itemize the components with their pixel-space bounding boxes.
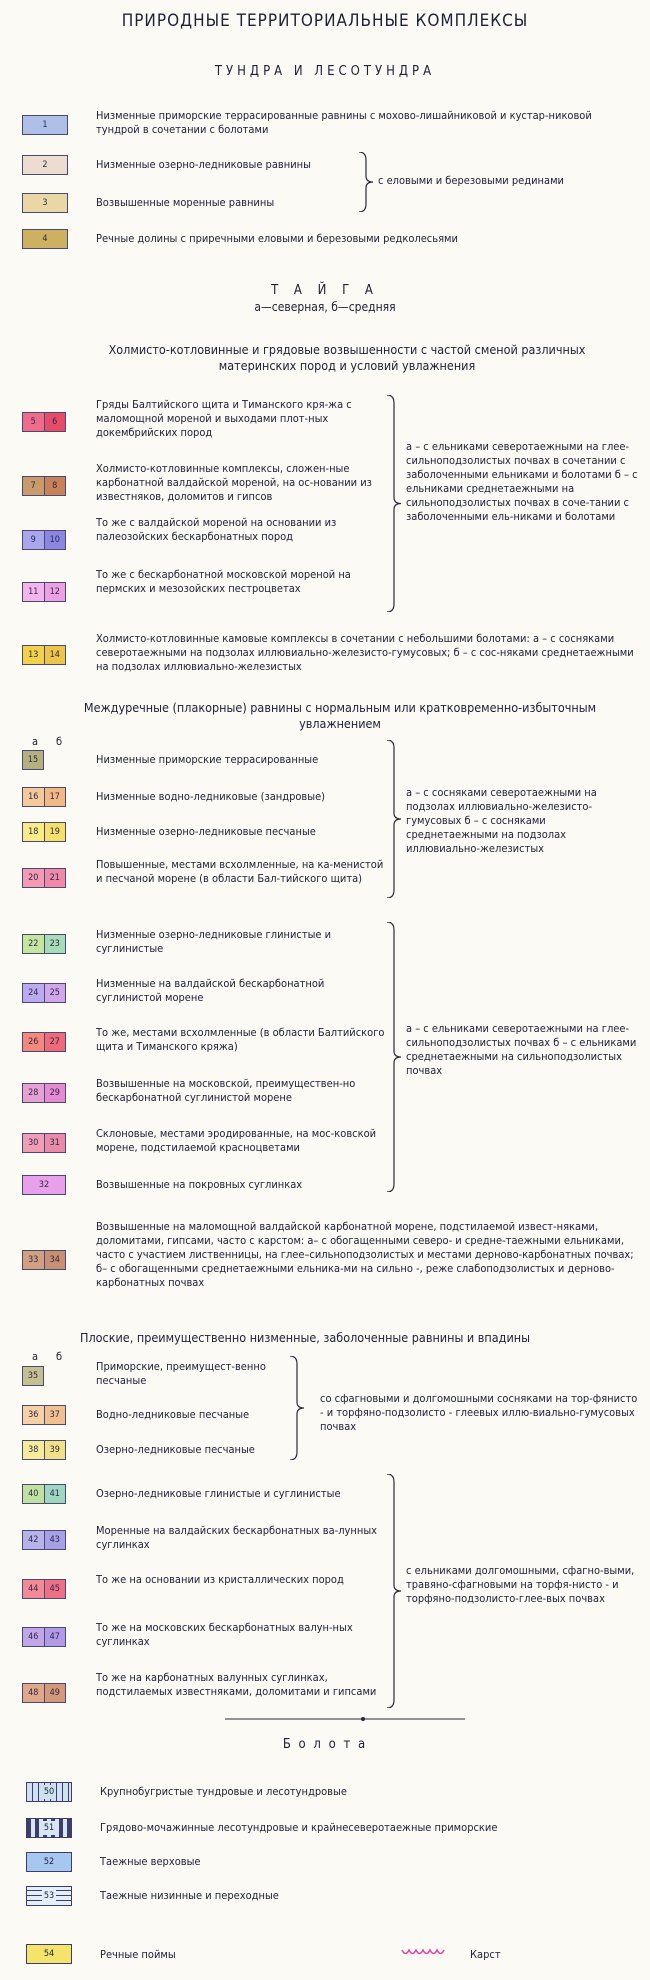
taiga-g1-text: То же с валдайской мореной на основании из палеозойских бескарбонатных пород <box>96 516 337 543</box>
bog-swatch <box>26 1818 72 1838</box>
tundra-swatch <box>22 155 68 175</box>
swatch-number-b: 8 <box>44 477 66 495</box>
taiga-g2a-text: Низменные водно-ледниковые (зандровые) <box>96 790 326 803</box>
swatch-number-a: 9 <box>23 531 44 549</box>
swatch-number: 1 <box>23 116 67 134</box>
bog-swatch <box>26 1852 72 1872</box>
taiga-g2b-text: Низменные озерно-ледниковые глинистые и суглинистые <box>96 928 332 955</box>
taiga-g3a-swatch <box>22 1405 66 1425</box>
swatch-number-b: 45 <box>44 1580 66 1598</box>
karst-text: Карст <box>470 1948 501 1961</box>
group2b-brace <box>385 922 403 1192</box>
taiga-g3b-text: То же на московских бескарбонатных валун-ных суглинках <box>96 1621 353 1648</box>
group3a-brace <box>288 1356 306 1460</box>
bog-item-text: Крупнобугристые тундровые и лесотундровые <box>100 1785 347 1798</box>
bog-swatch <box>26 1886 72 1906</box>
swatch-number-b: 21 <box>44 869 66 887</box>
swatch-number-a: 22 <box>23 935 44 953</box>
swatch-number-a: 33 <box>23 1251 44 1269</box>
taiga-g3b-swatch <box>22 1579 66 1599</box>
taiga-13-swatch <box>22 645 66 665</box>
bog-number: 50 <box>43 1787 55 1797</box>
taiga-g2b-text: Склоновые, местами эродированные, на мос-ковской морене, подстилаемой красноцветами <box>96 1127 377 1154</box>
tundra-item-text: Речные долины с приречными еловыми и березовыми редколесьями <box>96 232 458 245</box>
taiga-g1-text: Холмисто-котловинные комплексы, сложен-ные карбонатной валдайской мореной, на ос-новании из известняков, доломитов и гипсов <box>96 462 372 503</box>
bog-item-text: Таежные верховые <box>100 1855 201 1868</box>
taiga-title: Т А Й Г А <box>271 283 379 298</box>
swatch-number-b: 41 <box>44 1485 66 1503</box>
swatch-number-b: 39 <box>44 1441 66 1459</box>
swatch-number: 2 <box>23 156 67 174</box>
swatch-number-b: 17 <box>44 788 66 806</box>
tundra-item-text: Возвышенные моренные равнины <box>96 196 275 209</box>
taiga-g3b-swatch <box>22 1530 66 1550</box>
swatch-number-b: 23 <box>44 935 66 953</box>
swatch-number-b: 34 <box>44 1251 66 1269</box>
ab-label-a: а <box>32 1350 39 1363</box>
swatch-number-b: 31 <box>44 1134 66 1152</box>
ab-label-b: б <box>56 1350 63 1363</box>
legend-title: ПРИРОДНЫЕ ТЕРРИТОРИАЛЬНЫЕ КОМПЛЕКСЫ <box>121 11 529 31</box>
swatch-number-a: 40 <box>23 1485 44 1503</box>
group1-brace <box>385 395 403 612</box>
group3a-brace-text: со сфагновыми и долгомошными сосняками на тор-фянисто - и торфяно-подзолисто - глеевых иллю-виально-гумусовых почвах <box>320 1392 638 1433</box>
taiga-g2b-swatch <box>22 1032 66 1052</box>
swatch-number-a: 38 <box>23 1441 44 1459</box>
tundra-section-title: ТУНДРА И ЛЕСОТУНДРА <box>214 64 436 79</box>
tundra-item-text: Низменные приморские террасированные равнины с мохово-лишайниковой и кустар-никовой тундрой в сочетании с болотами <box>96 109 592 136</box>
group2a-brace-text: а – с сосняками северотаежными на подзолах иллювиально-железисто-гумусовых б – с сосняками среднетаежными на подзолах иллювиально-железистых <box>406 786 597 855</box>
taiga-g3a-text: Приморские, преимущест-венно песчаные <box>96 1360 266 1387</box>
taiga-g3b-text: Озерно-ледниковые глинистые и суглинистые <box>96 1487 341 1500</box>
taiga-g2a-text: Повышенные, местами всхолмленные, на ка-менистой и песчаной морене (в области Бал-тийского щита) <box>96 858 384 885</box>
taiga-g3a-text: Озерно-ледниковые песчаные <box>96 1443 255 1456</box>
group2b-brace-text: а – с ельниками северотаежными на глее-сильноподзолистых почвах б – с ельниками среднетаежными на сильноподзолистых почвах <box>406 1022 637 1077</box>
taiga-g1-swatch <box>22 412 66 432</box>
swatch-number-a: 5 <box>23 413 44 431</box>
swatch-number-a: 18 <box>23 823 44 841</box>
tundra-swatch <box>22 229 68 249</box>
floodplain-text: Речные поймы <box>100 1948 176 1961</box>
swatch-number-b: 14 <box>44 646 66 664</box>
taiga-subtitle: а—северная, б—средняя <box>254 300 396 314</box>
taiga-g2a-swatch <box>22 868 66 888</box>
swatch-number-a: 7 <box>23 477 44 495</box>
taiga-g2b-swatch <box>22 983 66 1003</box>
group3b-brace <box>385 1474 403 1708</box>
taiga-33-swatch <box>22 1250 66 1270</box>
taiga-g3b-swatch <box>22 1627 66 1647</box>
bogs-title: Б о л о т а <box>282 1737 368 1752</box>
swatch-number-a: 28 <box>23 1084 44 1102</box>
bog-number: 52 <box>43 1857 55 1867</box>
taiga-33-text: Возвышенные на маломощной валдайской карбонатной морене, подстилаемой извест-няками, доломитами, гипсами, часто с карстом: а– с обогащенными северо- и средне-таежными ельниками, часто с участием лиственницы, на глее–сильноподзолистых и местами дерново-карбонатных почвах; б– с обогащенными среднетаежными ельника-ми на сильно -, реже слабоподзолистых и дерново-карбонатных почвах <box>96 1220 634 1289</box>
swatch-number-b: 47 <box>44 1628 66 1646</box>
bog-swatch <box>26 1782 72 1802</box>
swatch-number-b: 19 <box>44 823 66 841</box>
bog-number: 53 <box>43 1891 55 1901</box>
taiga-g3b-text: То же на основании из кристаллических пород <box>96 1573 344 1586</box>
bog-item-text: Таежные низинные и переходные <box>100 1889 279 1902</box>
swatch-number: 3 <box>23 194 67 212</box>
taiga-g3b-text: То же на карбонатных валунных суглинках, подстилаемых известняками, доломитами и гипсами <box>96 1671 377 1698</box>
floodplain-number: 54 <box>43 1949 55 1959</box>
swatch-number-a: 36 <box>23 1406 44 1424</box>
taiga-g2a-text: Низменные озерно-ледниковые песчаные <box>96 825 316 838</box>
taiga-g2b-swatch <box>22 1133 66 1153</box>
swatch-number-b: 6 <box>44 413 66 431</box>
tundra-brace-text: с еловыми и березовыми рединами <box>378 174 564 187</box>
group2-title: Междуречные (плакорные) равнины с нормальным или кратковременно-избыточным увлажнением <box>83 700 597 731</box>
taiga-g2a-swatch <box>22 822 66 842</box>
tundra-swatch <box>22 193 68 213</box>
taiga-g3a-swatch <box>22 1366 44 1386</box>
ab-label-b: б <box>56 735 63 748</box>
swatch-number: 4 <box>23 230 67 248</box>
swatch-number-a: 26 <box>23 1033 44 1051</box>
swatch-number-b: 12 <box>44 583 66 601</box>
taiga-g3a-swatch <box>22 1440 66 1460</box>
group3b-brace-text: с ельниками долгомошными, сфагно-выми, травяно-сфагновыми на торфя-нисто - и торфяно-подзолисто-глее-вых почвах <box>406 1564 635 1605</box>
taiga-g2a-text: Низменные приморские террасированные <box>96 753 319 766</box>
taiga-g2b-text: Возвышенные на покровных суглинках <box>96 1178 303 1191</box>
taiga-g2b-text: Низменные на валдайской бескарбонатной суглинистой морене <box>96 977 325 1004</box>
taiga-g2a-swatch <box>22 750 44 770</box>
taiga-g2a-swatch <box>22 787 66 807</box>
taiga-g2b-swatch <box>22 1175 66 1195</box>
swatch-number-a: 44 <box>23 1580 44 1598</box>
swatch-number-a: 20 <box>23 869 44 887</box>
ab-label-a: а <box>32 735 39 748</box>
taiga-g2b-text: То же, местами всхолмленные (в области Балтийского щита и Тиманского кряжа) <box>96 1026 385 1053</box>
taiga-g1-text: Гряды Балтийского щита и Тиманского кря-жа с маломощной мореной и выходами плот-ных докембрийских пород <box>96 398 352 439</box>
swatch-number-b: 37 <box>44 1406 66 1424</box>
swatch-number-b: 43 <box>44 1531 66 1549</box>
swatch-number-b: 25 <box>44 984 66 1002</box>
tundra-swatch <box>22 115 68 135</box>
tundra-brace <box>357 152 375 212</box>
taiga-g1-swatch <box>22 582 66 602</box>
swatch-number-a: 15 <box>23 751 43 769</box>
taiga-g1-text: То же с бескарбонатной московской мореной на пермских и мезозойских пестроцветах <box>96 568 351 595</box>
bog-number: 51 <box>43 1823 55 1833</box>
floodplain-swatch <box>26 1944 72 1964</box>
swatch-number-a: 35 <box>23 1367 43 1385</box>
swatch-number-a: 42 <box>23 1531 44 1549</box>
swatch-number-a: 48 <box>23 1684 44 1702</box>
tundra-item-text: Низменные озерно-ледниковые равнины <box>96 158 311 171</box>
taiga-g1-swatch <box>22 476 66 496</box>
taiga-g2b-text: Возвышенные на московской, преимуществен-но бескарбонатной суглинистой морене <box>96 1077 356 1104</box>
group3-title: Плоские, преимущественно низменные, заболоченные равнины и впадины <box>80 1330 530 1345</box>
taiga-g2b-swatch <box>22 934 66 954</box>
swatch-number-a: 24 <box>23 984 44 1002</box>
taiga-g3b-swatch <box>22 1484 66 1504</box>
swatch-number-b: 10 <box>44 531 66 549</box>
group1-brace-text: а – с ельниками северотаежными на глее-сильноподзолистых почвах в сочетании с заболоченными ельниками и болотами б – с ельниками среднетаежными на сильноподзолистых почвах в соче-тании с заболоченными ель-никами и болотами <box>406 440 638 523</box>
taiga-g2b-swatch <box>22 1083 66 1103</box>
swatch-number-a: 13 <box>23 646 44 664</box>
swatch-number-b: 32 <box>23 1176 65 1194</box>
group2a-brace <box>385 740 403 898</box>
swatch-number-a: 30 <box>23 1134 44 1152</box>
swatch-number-b: 27 <box>44 1033 66 1051</box>
bog-item-text: Грядово-мочажинные лесотундровые и крайнесеверотаежные приморские <box>100 1821 498 1834</box>
swatch-number-a: 11 <box>23 583 44 601</box>
swatch-number-a: 16 <box>23 788 44 806</box>
taiga-g1-swatch <box>22 530 66 550</box>
group1-title: Холмисто-котловинные и грядовые возвышенности с частой сменой различных материнских пород и условий увлажнения <box>108 342 586 373</box>
taiga-13-text: Холмисто-котловинные камовые комплексы в сочетании с небольшими болотами: а – с сосняками северотаежными на подзолах иллювиально-железисто-гумусовых; б – с сос-няками среднетаежными на подзолах иллювиально-железистых <box>96 632 634 673</box>
swatch-number-a: 46 <box>23 1628 44 1646</box>
taiga-g3b-text: Моренные на валдайских бескарбонатных ва-лунных суглинках <box>96 1524 378 1551</box>
separator-line <box>225 1716 465 1722</box>
swatch-number-b: 29 <box>44 1084 66 1102</box>
taiga-g3a-text: Водно-ледниковые песчаные <box>96 1408 250 1421</box>
taiga-g3b-swatch <box>22 1683 66 1703</box>
swatch-number-b: 49 <box>44 1684 66 1702</box>
karst-icon <box>400 1946 448 1960</box>
